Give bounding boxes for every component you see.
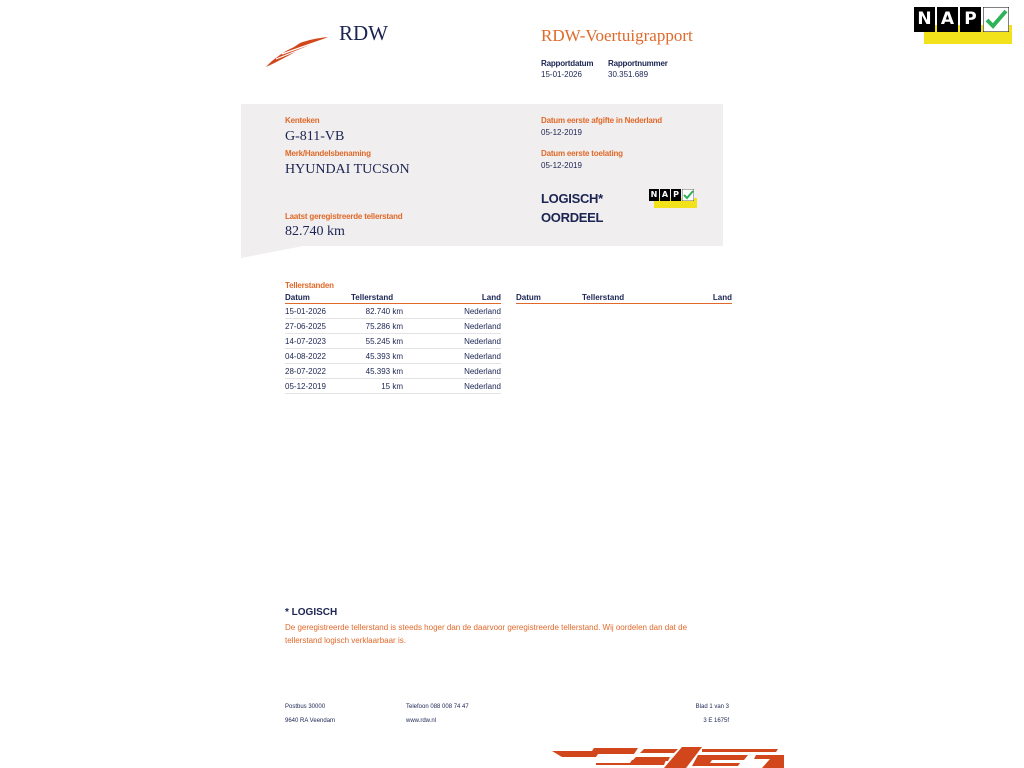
table-row bbox=[285, 379, 501, 394]
reading-country: Nederland bbox=[411, 304, 501, 319]
col-date-right: Datum bbox=[516, 292, 582, 304]
reading-odometer: 55.245 km bbox=[351, 334, 411, 349]
footer-code: 3 E 1675f bbox=[703, 718, 729, 724]
col-odometer-right: Tellerstand bbox=[582, 292, 642, 304]
reading-date: 27-06-2025 bbox=[285, 319, 351, 334]
col-country-right: Land bbox=[642, 292, 732, 304]
table-row bbox=[285, 349, 501, 364]
col-odometer: Tellerstand bbox=[351, 292, 411, 304]
readings-title: Tellerstanden bbox=[285, 281, 334, 290]
first-issue-nl-value: 05-12-2019 bbox=[541, 128, 582, 137]
reading-country: Nederland bbox=[411, 319, 501, 334]
reading-date: 14-07-2023 bbox=[285, 334, 351, 349]
first-admission-value: 05-12-2019 bbox=[541, 161, 582, 170]
reading-country: Nederland bbox=[411, 364, 501, 379]
reading-date: 04-08-2022 bbox=[285, 349, 351, 364]
verdict-line2: OORDEEL bbox=[541, 210, 604, 225]
nap-letter-n-small: N bbox=[650, 190, 658, 199]
verdict-line1: LOGISCH* bbox=[541, 191, 603, 206]
table-row bbox=[285, 334, 501, 349]
nap-logo-large bbox=[914, 7, 1012, 45]
reading-odometer: 15 km bbox=[351, 379, 411, 394]
readings-header-row-right bbox=[516, 292, 732, 304]
nap-letter-a-small: A bbox=[661, 190, 669, 199]
plate-value: G-811-VB bbox=[285, 129, 345, 144]
first-issue-nl-label: Datum eerste afgifte in Nederland bbox=[541, 116, 662, 125]
table-row bbox=[285, 304, 501, 319]
readings-table bbox=[285, 292, 501, 394]
rdw-logo-icon bbox=[264, 34, 330, 70]
footer-page: Blad 1 van 3 bbox=[695, 704, 729, 710]
reading-country: Nederland bbox=[411, 334, 501, 349]
check-icon-small bbox=[682, 189, 694, 201]
nap-logo-small bbox=[649, 189, 697, 209]
note-text-line2: tellerstand logisch verklaarbaar is. bbox=[285, 636, 406, 645]
reading-date: 15-01-2026 bbox=[285, 304, 351, 319]
first-admission-label: Datum eerste toelating bbox=[541, 149, 623, 158]
reading-country: Nederland bbox=[411, 379, 501, 394]
nap-letter-p-small: P bbox=[671, 189, 681, 201]
brand-name: RDW bbox=[339, 21, 388, 45]
report-number: 30.351.689 bbox=[608, 70, 649, 79]
reading-date: 28-07-2022 bbox=[285, 364, 351, 379]
note-title: * LOGISCH bbox=[285, 607, 338, 618]
reading-odometer: 82.740 km bbox=[351, 304, 411, 319]
odometer-label: Laatst geregistreerde tellerstand bbox=[285, 212, 403, 221]
col-country: Land bbox=[411, 292, 501, 304]
col-date: Datum bbox=[285, 292, 351, 304]
reading-date: 05-12-2019 bbox=[285, 379, 351, 394]
make-label: Merk/Handelsbenaming bbox=[285, 149, 371, 158]
footer-web[interactable]: www.rdw.nl bbox=[406, 718, 437, 724]
report-date: 15-01-2026 bbox=[541, 70, 582, 79]
table-row bbox=[285, 319, 501, 334]
reading-odometer: 45.393 km bbox=[351, 364, 411, 379]
footer-phone: Telefoon 088 008 74 47 bbox=[406, 704, 469, 710]
check-icon bbox=[983, 7, 1009, 32]
panel-notch bbox=[241, 246, 303, 258]
reading-country: Nederland bbox=[411, 349, 501, 364]
nap-letter-a: A bbox=[937, 7, 958, 32]
decorative-stripes-icon bbox=[552, 745, 784, 768]
report-number-label: Rapportnummer bbox=[608, 59, 668, 68]
reading-odometer: 45.393 km bbox=[351, 349, 411, 364]
note-text-line1: De geregistreerde tellerstand is steeds hoger dan de daarvoor geregistreerde tellerstand. Wij oordelen dan dat de bbox=[285, 623, 688, 632]
readings-header-row bbox=[285, 292, 501, 304]
plate-label: Kenteken bbox=[285, 116, 320, 125]
report-date-label: Rapportdatum bbox=[541, 59, 594, 68]
footer-address1: Postbus 30000 bbox=[285, 704, 326, 710]
table-row bbox=[285, 364, 501, 379]
reading-odometer: 75.286 km bbox=[351, 319, 411, 334]
nap-letter-p: P bbox=[960, 7, 981, 32]
readings-table-right bbox=[516, 292, 732, 304]
report-title: RDW-Voertuigrapport bbox=[541, 26, 693, 45]
make-value: HYUNDAI TUCSON bbox=[285, 162, 410, 177]
nap-letter-n: N bbox=[914, 7, 935, 32]
footer-address2: 9640 RA Veendam bbox=[285, 718, 336, 724]
odometer-value: 82.740 km bbox=[285, 224, 345, 239]
